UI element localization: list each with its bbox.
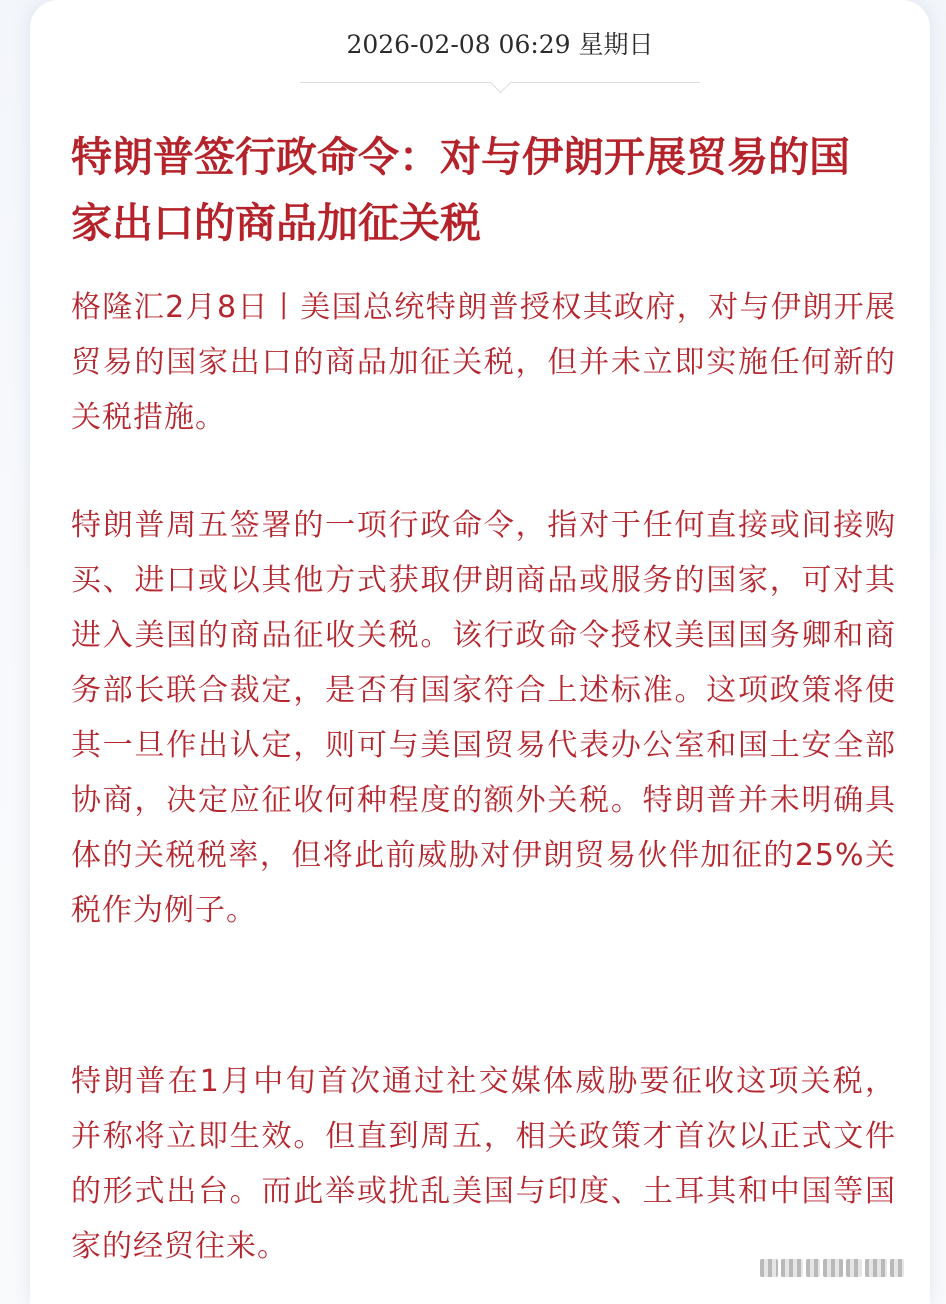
article-paragraph-3: 特朗普在1月中旬首次通过社交媒体威胁要征收这项关税，并称将立即生效。但直到周五，相关政策才首次以正式文件的形式出台。而此举或扰乱美国与印度、土耳其和中国等国家的经贸往来。 xyxy=(71,1064,896,1264)
date-pointer-notch xyxy=(490,72,511,93)
publish-datetime-text: 2026-02-08 06:29 星期日 xyxy=(346,30,654,59)
article-headline: 特朗普签行政命令：对与伊朗开展贸易的国家出口的商品加征关税 xyxy=(71,133,850,247)
article-paragraph-2: 特朗普周五签署的一项行政命令，指对于任何直接或间接购买、进口或以其他方式获取伊朗商品或服务的国家，可对其进入美国的商品征收关税。该行政命令授权美国国务卿和商务部长联合裁定，是否有国家符合上述标准。这项政策将使其一旦作出认定，则可与美国贸易代表办公室和国土安全部协商，决定应征收何种程度的额外关税。特朗普并未明确具体的关税税率，但将此前威胁对伊朗贸易伙伴加征的25%关税作为例子。 xyxy=(71,508,896,928)
article-paragraph-1: 格隆汇2月8日丨美国总统特朗普授权其政府，对与伊朗开展贸易的国家出口的商品加征关税，但并未立即实施任何新的关税措施。 xyxy=(71,290,896,435)
publish-datetime xyxy=(300,22,700,83)
blurred-watermark-icon xyxy=(760,1248,930,1288)
